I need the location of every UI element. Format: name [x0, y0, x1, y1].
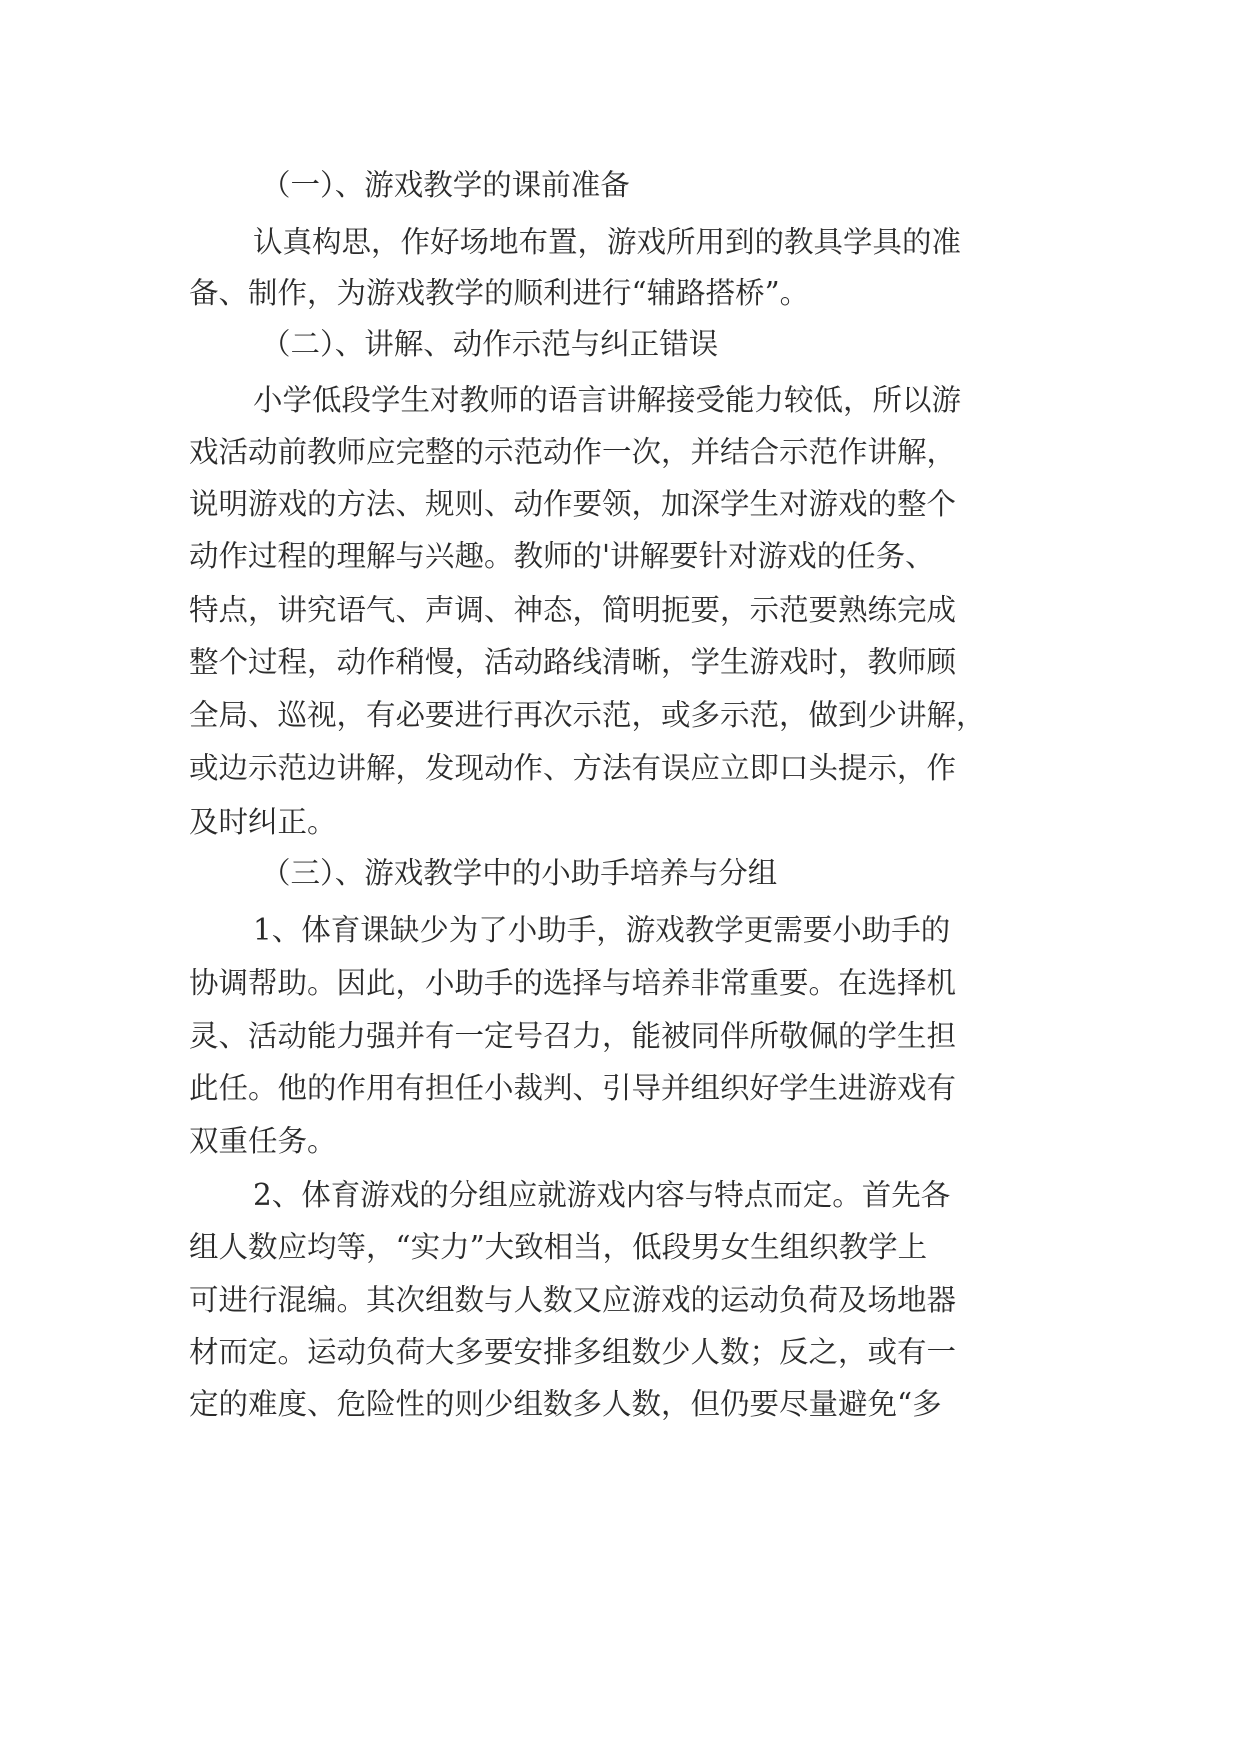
- paragraph-line: [0, 1165, 1241, 1225]
- paragraph-line-text: 定的难度、危险性的则少组数多人数，但仍要尽量避免“多: [189, 1387, 942, 1421]
- paragraph-line-text: 小学低段学生对教师的语言讲解接受能力较低，所以游: [253, 383, 962, 417]
- paragraph-line-text: 全局、巡视，有必要进行再次示范，或多示范，做到少讲解，: [189, 698, 986, 732]
- paragraph-line-text: 2、体育游戏的分组应就游戏内容与特点而定。首先各: [253, 1178, 951, 1212]
- heading-section-1-text: （一）、游戏教学的课前准备: [261, 168, 630, 202]
- paragraph-line: [0, 1374, 1241, 1434]
- paragraph-line: [0, 422, 1241, 482]
- paragraph-line-text: 戏活动前教师应完整的示范动作一次，并结合示范作讲解，: [189, 435, 957, 469]
- paragraph-line: [0, 1111, 1241, 1171]
- paragraph-line-text: 组人数应均等，“实力”大致相当，低段男女生组织教学上: [189, 1230, 928, 1264]
- paragraph-line-text: 此任。他的作用有担任小裁判、引导并组织好学生进游戏有: [189, 1071, 957, 1105]
- paragraph-line-text: 特点，讲究语气、声调、神态，简明扼要，示范要熟练完成: [189, 593, 957, 627]
- paragraph-line: [0, 580, 1241, 640]
- paragraph-line-text: 协调帮助。因此，小助手的选择与培养非常重要。在选择机: [189, 966, 957, 1000]
- paragraph-line-text: 整个过程，动作稍慢，活动路线清晰，学生游戏时，教师顾: [189, 645, 957, 679]
- paragraph-line-text: 认真构思，作好场地布置，游戏所用到的教具学具的准: [253, 225, 962, 259]
- paragraph-line-text: 及时纠正。: [189, 805, 337, 839]
- paragraph-line: [0, 370, 1241, 430]
- paragraph-line: [0, 738, 1241, 798]
- paragraph-line-text: 灵、活动能力强并有一定号召力，能被同伴所敬佩的学生担: [189, 1019, 957, 1053]
- paragraph-line: [0, 632, 1241, 692]
- paragraph-line-text: 说明游戏的方法、规则、动作要领，加深学生对游戏的整个: [189, 487, 957, 521]
- paragraph-line: [0, 526, 1241, 586]
- paragraph-line: [0, 900, 1241, 960]
- heading-section-2-text: （二）、讲解、动作示范与纠正错误: [261, 327, 719, 361]
- paragraph-line-text: 材而定。运动负荷大多要安排多组数少人数；反之，或有一: [189, 1335, 957, 1369]
- paragraph-line-text: 备、制作，为游戏教学的顺利进行“辅路搭桥”。: [189, 276, 810, 310]
- paragraph-line: [0, 1058, 1241, 1118]
- paragraph-line: [0, 1006, 1241, 1066]
- paragraph-line-text: 可进行混编。其次组数与人数又应游戏的运动负荷及场地器: [189, 1283, 957, 1317]
- heading-section-2: [0, 314, 1241, 374]
- paragraph-line: [0, 1217, 1241, 1277]
- paragraph-line-text: 动作过程的理解与兴趣。教师的'讲解要针对游戏的任务、: [189, 539, 935, 573]
- heading-section-3-text: （三）、游戏教学中的小助手培养与分组: [261, 856, 778, 890]
- heading-section-1: [0, 155, 1241, 215]
- paragraph-line-text: 双重任务。: [189, 1124, 337, 1158]
- paragraph-line: [0, 474, 1241, 534]
- paragraph-line: [0, 1270, 1241, 1330]
- paragraph-line-text: 1、体育课缺少为了小助手，游戏教学更需要小助手的: [253, 913, 951, 947]
- heading-section-3: [0, 843, 1241, 903]
- paragraph-line: [0, 685, 1241, 745]
- paragraph-line: [0, 1322, 1241, 1382]
- paragraph-line-text: 或边示范边讲解，发现动作、方法有误应立即口头提示，作: [189, 751, 957, 785]
- paragraph-line: [0, 953, 1241, 1013]
